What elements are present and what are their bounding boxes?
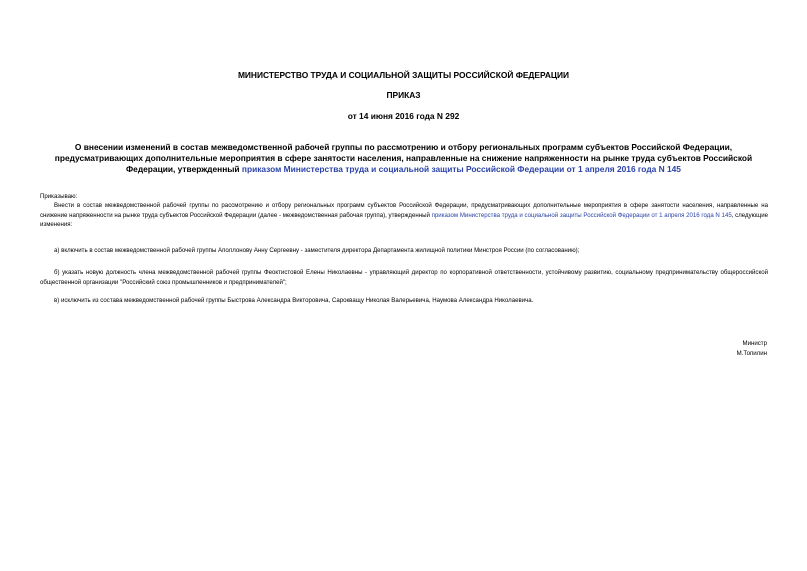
order-date-number: от 14 июня 2016 года N 292	[347, 111, 460, 121]
item-c: в) исключить из состава межведомственной рабочей группы Быстрова Александра Викторовича, Сарокващу Николая Валерьевича, Наумова Александра Николаевича.	[54, 297, 534, 304]
main-paragraph-link[interactable]: приказом Министерства труда и социальной защиты Российской Федерации от 1 апреля 2016 года N 145	[431, 211, 732, 219]
document-title	[40, 142, 767, 175]
signatory-position: Министр	[742, 340, 767, 347]
title-text: О внесении изменений в состав межведомственной рабочей группы по рассмотрению и отбору региональных программ субъектов Российской Федерации, предусматривающих дополнительные мероприятия в сфере занятости населения, направленные на снижение напряженности на рынке труда субъектов Российской Федерации, утвержденный	[54, 142, 753, 174]
ministry-name: МИНИСТЕРСТВО ТРУДА И СОЦИАЛЬНОЙ ЗАЩИТЫ РОССИЙСКОЙ ФЕДЕРАЦИИ	[237, 70, 570, 80]
main-paragraph-tail: , следующие изменения:	[40, 211, 768, 229]
order-intro: Приказываю:	[40, 193, 78, 200]
main-paragraph	[40, 201, 768, 230]
title-link[interactable]: приказом Министерства труда и социальной защиты Российской Федерации от 1 апреля 2016 года N 145	[241, 164, 681, 174]
item-b: б) указать новую должность члена межведомственной рабочей группы Феоктистовой Елены Николаевны - управляющий директор по корпоративной ответственности, устойчивому развитию, социальному предпринимательству общероссийской общественной организации "Российский союз промышленников и предпринимателей";	[40, 269, 768, 286]
main-paragraph-text: Внести в состав межведомственной рабочей группы по рассмотрению и отбору региональных программ субъектов Российской Федерации, предусматривающих дополнительные мероприятия в сфере занятости населения, направленные на снижение напряженности на рынке труда субъектов Российской Федерации (далее - межведомственная рабочая группа), утвержденный	[40, 202, 768, 219]
document-type: ПРИКАЗ	[386, 90, 421, 100]
signatory-name: М.Топилин	[736, 350, 767, 357]
item-a: а) включить в состав межведомственной рабочей группы Аполлонову Анну Сергеевну - заместителя директора Департамента жилищной политики Минстроя России (по согласованию);	[54, 247, 580, 254]
